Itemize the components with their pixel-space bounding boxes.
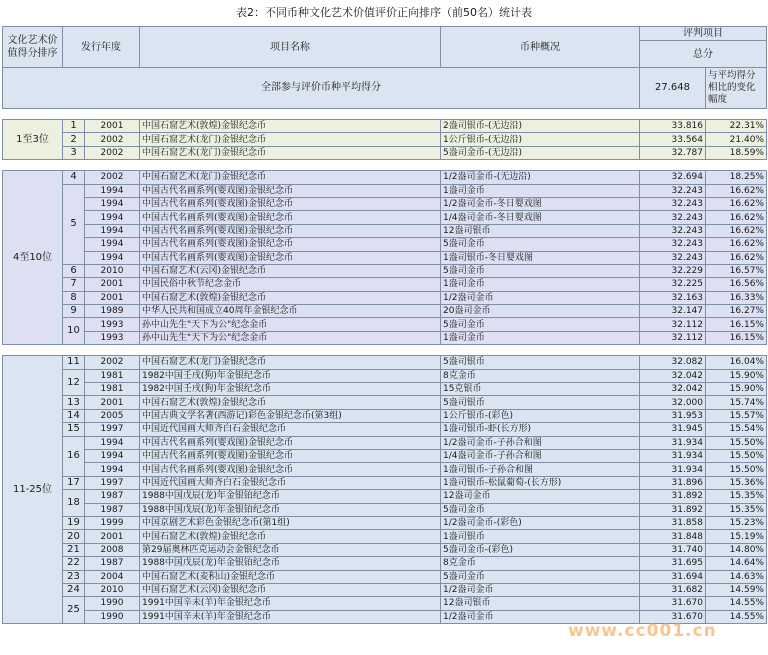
header-name: 项目名称: [140, 27, 441, 68]
score-cell: 32.112: [640, 331, 706, 344]
year-cell: 1994: [85, 449, 140, 462]
year-cell: 1994: [85, 463, 140, 476]
table-row: [3, 264, 767, 277]
rank-cell: 8: [63, 291, 85, 304]
name-cell: 中国石窟艺术(敦煌)金银纪念币: [140, 291, 441, 304]
name-cell: 中国民俗中秋节纪念金币: [140, 278, 441, 291]
table-row: [3, 557, 767, 570]
name-cell: 1988中国戊辰(龙)年金银铂纪念币: [140, 503, 441, 516]
pct-cell: 14.55%: [706, 597, 767, 610]
table-row: [3, 291, 767, 304]
table-row: [3, 543, 767, 556]
pct-cell: 14.63%: [706, 570, 767, 583]
year-cell: 1987: [85, 503, 140, 516]
coin-cell: 1盎司银币-虾(长方形): [441, 423, 640, 436]
table-title: 表2：不同币种文化艺术价值评价正向排序（前50名）统计表: [236, 6, 532, 19]
table-row: [3, 197, 767, 210]
pct-cell: 15.19%: [706, 530, 767, 543]
score-cell: 33.564: [640, 133, 706, 146]
name-cell: 中国京剧艺术彩色金银纪念币(第1组): [140, 516, 441, 529]
table-row: [3, 597, 767, 610]
pct-cell: 15.35%: [706, 503, 767, 516]
name-cell: 中国石窟艺术(敦煌)金银纪念币: [140, 396, 441, 409]
pct-cell: 14.59%: [706, 583, 767, 596]
rank-cell: 15: [63, 423, 85, 436]
score-cell: 31.892: [640, 490, 706, 503]
rank-cell: 1: [63, 120, 85, 133]
name-cell: 1991中国辛未(羊)年金银纪念币: [140, 597, 441, 610]
score-cell: 31.670: [640, 597, 706, 610]
table-row: [3, 331, 767, 344]
score-cell: 32.243: [640, 211, 706, 224]
score-cell: 31.682: [640, 583, 706, 596]
year-cell: 1997: [85, 423, 140, 436]
year-cell: 1993: [85, 318, 140, 331]
header-rank: 文化艺术价值得分排序: [3, 27, 63, 68]
name-cell: 中国古典文学名著(西游记)彩色金银纪念币(第3组): [140, 409, 441, 422]
year-cell: 2005: [85, 409, 140, 422]
year-cell: 1994: [85, 224, 140, 237]
coin-cell: 1/2盎司金币-子孙合和图: [441, 436, 640, 449]
name-cell: 中国石窟艺术(龙门)金银纪念币: [140, 171, 441, 184]
score-cell: 32.243: [640, 238, 706, 251]
pct-cell: 16.62%: [706, 197, 767, 210]
year-cell: 2010: [85, 264, 140, 277]
table-row: [3, 133, 767, 146]
header-year: 发行年度: [63, 27, 140, 68]
year-cell: 1993: [85, 331, 140, 344]
score-cell: 32.694: [640, 171, 706, 184]
score-cell: 31.695: [640, 557, 706, 570]
name-cell: 中国古代名画系列(婴戏图)金银纪念币: [140, 449, 441, 462]
coin-cell: 20盎司金币: [441, 305, 640, 318]
year-cell: 2008: [85, 543, 140, 556]
group-label: 1至3位: [3, 120, 63, 160]
watermark: www.cc001.cn: [568, 621, 717, 641]
coin-cell: 12盎司银币: [441, 224, 640, 237]
table-row: [3, 409, 767, 422]
coin-cell: 5盎司银币: [441, 396, 640, 409]
name-cell: 1982中国壬戌(狗)年金银纪念币: [140, 369, 441, 382]
name-cell: 孙中山先生"天下为公"纪念金币: [140, 331, 441, 344]
score-cell: 33.816: [640, 120, 706, 133]
coin-cell: 5盎司金币: [441, 570, 640, 583]
pct-cell: 18.25%: [706, 171, 767, 184]
coin-cell: 8克金币: [441, 557, 640, 570]
year-cell: 2001: [85, 530, 140, 543]
coin-cell: 5盎司金币-(彩色): [441, 543, 640, 556]
pct-cell: 15.23%: [706, 516, 767, 529]
table-row: [3, 251, 767, 264]
score-cell: 32.229: [640, 264, 706, 277]
pct-cell: 16.57%: [706, 264, 767, 277]
score-cell: 32.000: [640, 396, 706, 409]
score-cell: 32.147: [640, 305, 706, 318]
score-cell: 32.112: [640, 318, 706, 331]
pct-cell: 15.36%: [706, 476, 767, 489]
rank-cell: 13: [63, 396, 85, 409]
table-row: [3, 305, 767, 318]
rank-cell: 12: [63, 369, 85, 396]
coin-cell: 8克金币: [441, 369, 640, 382]
table-row: [3, 516, 767, 529]
name-cell: 中国石窟艺术(云冈)金银纪念币: [140, 583, 441, 596]
year-cell: 1990: [85, 610, 140, 623]
name-cell: 孙中山先生"天下为公"纪念金币: [140, 318, 441, 331]
year-cell: 2010: [85, 583, 140, 596]
coin-cell: 5盎司金币: [441, 238, 640, 251]
year-cell: 2004: [85, 570, 140, 583]
rank-cell: 4: [63, 171, 85, 184]
pct-cell: 16.62%: [706, 238, 767, 251]
table-row: [3, 463, 767, 476]
table-row: [3, 476, 767, 489]
name-cell: 1991中国辛未(羊)年金银纪念币: [140, 610, 441, 623]
table-row: [3, 238, 767, 251]
name-cell: 中国古代名画系列(婴戏图)金银纪念币: [140, 238, 441, 251]
rank-cell: 25: [63, 597, 85, 624]
year-cell: 1994: [85, 197, 140, 210]
name-cell: 中国近代国画大师齐白石金银纪念币: [140, 476, 441, 489]
table-row: [3, 396, 767, 409]
coin-cell: 1/2盎司金币: [441, 291, 640, 304]
rank-cell: 5: [63, 184, 85, 264]
coin-cell: 1盎司银币: [441, 530, 640, 543]
pct-cell: 22.31%: [706, 120, 767, 133]
year-cell: 2002: [85, 133, 140, 146]
score-cell: 31.670: [640, 610, 706, 623]
rank-cell: 18: [63, 490, 85, 517]
coin-cell: 15克银币: [441, 383, 640, 396]
group-label: 11-25位: [3, 356, 63, 624]
score-cell: 31.896: [640, 476, 706, 489]
coin-cell: 5盎司金币: [441, 318, 640, 331]
pct-cell: 15.35%: [706, 490, 767, 503]
score-cell: 31.934: [640, 436, 706, 449]
coin-cell: 1公斤银币-(无边沿): [441, 133, 640, 146]
header-total: 总分: [640, 41, 767, 68]
year-cell: 2002: [85, 146, 140, 159]
table-row: [3, 318, 767, 331]
coin-cell: 1盎司银币-子孙合和图: [441, 463, 640, 476]
pct-cell: 16.33%: [706, 291, 767, 304]
year-cell: 1981: [85, 383, 140, 396]
name-cell: 中国古代名画系列(婴戏图)金银纪念币: [140, 211, 441, 224]
header-eval: 评判项目: [640, 27, 767, 41]
table-row: [3, 224, 767, 237]
pct-cell: 16.62%: [706, 184, 767, 197]
pct-cell: 16.62%: [706, 224, 767, 237]
coin-cell: 5盎司银币: [441, 356, 640, 369]
name-cell: 中国近代国画大师齐白石金银纪念币: [140, 423, 441, 436]
pct-cell: 15.50%: [706, 463, 767, 476]
pct-cell: 16.04%: [706, 356, 767, 369]
rank-cell: 24: [63, 583, 85, 596]
score-cell: 32.787: [640, 146, 706, 159]
score-cell: 31.934: [640, 449, 706, 462]
year-cell: 2001: [85, 396, 140, 409]
table-row: [3, 369, 767, 382]
average-row: [3, 68, 767, 109]
year-cell: 1987: [85, 490, 140, 503]
group-spacer: [3, 109, 767, 120]
rank-cell: 9: [63, 305, 85, 318]
name-cell: 中国石窟艺术(龙门)金银纪念币: [140, 146, 441, 159]
coin-cell: 12盎司金币: [441, 490, 640, 503]
rank-cell: 20: [63, 530, 85, 543]
average-label: 全部参与评价币种平均得分: [3, 68, 640, 109]
table-row: [3, 503, 767, 516]
pct-cell: 16.15%: [706, 331, 767, 344]
year-cell: 1990: [85, 597, 140, 610]
name-cell: 中华人民共和国成立40周年金银纪念币: [140, 305, 441, 318]
coin-cell: 1盎司金币: [441, 278, 640, 291]
score-cell: 32.243: [640, 184, 706, 197]
name-cell: 1982中国壬戌(狗)年金银纪念币: [140, 383, 441, 396]
year-cell: 1994: [85, 211, 140, 224]
year-cell: 2001: [85, 278, 140, 291]
coin-cell: 1盎司金币: [441, 184, 640, 197]
year-cell: 2001: [85, 120, 140, 133]
coin-cell: 1公斤银币-(彩色): [441, 409, 640, 422]
score-cell: 31.892: [640, 503, 706, 516]
coin-cell: 5盎司金币: [441, 503, 640, 516]
rank-cell: 19: [63, 516, 85, 529]
name-cell: 中国古代名画系列(婴戏图)金银纪念币: [140, 224, 441, 237]
name-cell: 中国古代名画系列(婴戏图)金银纪念币: [140, 436, 441, 449]
name-cell: 中国石窟艺术(麦积山)金银纪念币: [140, 570, 441, 583]
score-cell: 31.694: [640, 570, 706, 583]
score-cell: 31.945: [640, 423, 706, 436]
coin-cell: 1/2盎司金币: [441, 610, 640, 623]
rank-cell: 14: [63, 409, 85, 422]
table-row: [3, 278, 767, 291]
coin-cell: 1/2盎司金币-(无边沿): [441, 171, 640, 184]
table-row: [3, 120, 767, 133]
pct-cell: 15.74%: [706, 396, 767, 409]
table-row: [3, 356, 767, 369]
coin-cell: 1/4盎司金币-子孙合和图: [441, 449, 640, 462]
name-cell: 中国古代名画系列(婴戏图)金银纪念币: [140, 197, 441, 210]
name-cell: 中国石窟艺术(云冈)金银纪念币: [140, 264, 441, 277]
pct-cell: 16.15%: [706, 318, 767, 331]
name-cell: 中国石窟艺术(敦煌)金银纪念币: [140, 120, 441, 133]
pct-cell: 15.90%: [706, 369, 767, 382]
coin-cell: 5盎司金币: [441, 264, 640, 277]
name-cell: 第29届奥林匹克运动会金银纪念币: [140, 543, 441, 556]
rank-cell: 10: [63, 318, 85, 345]
table-row: [3, 449, 767, 462]
year-cell: 1981: [85, 369, 140, 382]
table-row: [3, 530, 767, 543]
coin-cell: 1盎司银币-冬日婴戏图: [441, 251, 640, 264]
year-cell: 1994: [85, 184, 140, 197]
coin-cell: 12盎司银币: [441, 597, 640, 610]
pct-cell: 14.80%: [706, 543, 767, 556]
rank-cell: 6: [63, 264, 85, 277]
year-cell: 1999: [85, 516, 140, 529]
rank-cell: 7: [63, 278, 85, 291]
rank-cell: 21: [63, 543, 85, 556]
score-cell: 32.225: [640, 278, 706, 291]
coin-cell: 1/2盎司金币-(彩色): [441, 516, 640, 529]
average-score: 27.648: [640, 68, 706, 109]
header-row: [3, 27, 767, 41]
score-cell: 31.934: [640, 463, 706, 476]
group-spacer: [3, 345, 767, 356]
group-spacer: [3, 160, 767, 171]
pct-cell: 14.64%: [706, 557, 767, 570]
year-cell: 2002: [85, 356, 140, 369]
coin-cell: 1/2盎司金币: [441, 583, 640, 596]
table-row: [3, 383, 767, 396]
year-cell: 2002: [85, 171, 140, 184]
score-cell: 32.243: [640, 197, 706, 210]
name-cell: 中国石窟艺术(龙门)金银纪念币: [140, 356, 441, 369]
rank-cell: 23: [63, 570, 85, 583]
rank-cell: 17: [63, 476, 85, 489]
coin-cell: 2盎司银币-(无边沿): [441, 120, 640, 133]
name-cell: 1988中国戊辰(龙)年金银铂纪念币: [140, 557, 441, 570]
score-cell: 31.848: [640, 530, 706, 543]
name-cell: 1988中国戊辰(龙)年金银铂纪念币: [140, 490, 441, 503]
year-cell: 2001: [85, 291, 140, 304]
pct-cell: 16.62%: [706, 211, 767, 224]
score-cell: 32.243: [640, 224, 706, 237]
table-row: [3, 570, 767, 583]
delta-header: 与平均得分相比的变化幅度: [706, 68, 767, 109]
table-row: [3, 171, 767, 184]
score-cell: 32.042: [640, 383, 706, 396]
year-cell: 1997: [85, 476, 140, 489]
coin-cell: 1/4盎司金币-冬日婴戏图: [441, 211, 640, 224]
year-cell: 1994: [85, 238, 140, 251]
coin-cell: 1盎司银币-松鼠葡萄-(长方形): [441, 476, 640, 489]
score-cell: 32.243: [640, 251, 706, 264]
name-cell: 中国古代名画系列(婴戏图)金银纪念币: [140, 463, 441, 476]
rank-cell: 2: [63, 133, 85, 146]
table-row: [3, 583, 767, 596]
year-cell: 1994: [85, 436, 140, 449]
score-cell: 32.163: [640, 291, 706, 304]
pct-cell: 16.56%: [706, 278, 767, 291]
coin-cell: 1盎司金币: [441, 331, 640, 344]
coin-cell: 5盎司金币-(无边沿): [441, 146, 640, 159]
table-row: [3, 211, 767, 224]
coin-cell: 1/2盎司金币-冬日婴戏图: [441, 197, 640, 210]
table-row: [3, 146, 767, 159]
name-cell: 中国石窟艺术(敦煌)金银纪念币: [140, 530, 441, 543]
score-cell: 31.740: [640, 543, 706, 556]
score-cell: 31.953: [640, 409, 706, 422]
pct-cell: 15.54%: [706, 423, 767, 436]
score-cell: 32.042: [640, 369, 706, 382]
year-cell: 1994: [85, 251, 140, 264]
group-label: 4至10位: [3, 171, 63, 345]
table-row: [3, 436, 767, 449]
table-row: [3, 184, 767, 197]
pct-cell: 15.50%: [706, 436, 767, 449]
table-row: [3, 423, 767, 436]
pct-cell: 16.62%: [706, 251, 767, 264]
name-cell: 中国古代名画系列(婴戏图)金银纪念币: [140, 251, 441, 264]
pct-cell: 14.55%: [706, 610, 767, 623]
header-coin: 币种概况: [441, 27, 640, 68]
year-cell: 1987: [85, 557, 140, 570]
name-cell: 中国石窟艺术(龙门)金银纪念币: [140, 133, 441, 146]
rank-cell: 11: [63, 356, 85, 369]
name-cell: 中国古代名画系列(婴戏图)金银纪念币: [140, 184, 441, 197]
table-row: [3, 490, 767, 503]
pct-cell: 15.90%: [706, 383, 767, 396]
pct-cell: 16.27%: [706, 305, 767, 318]
pct-cell: 18.59%: [706, 146, 767, 159]
ranking-table: [2, 26, 767, 624]
pct-cell: 15.57%: [706, 409, 767, 422]
year-cell: 1989: [85, 305, 140, 318]
rank-cell: 3: [63, 146, 85, 159]
rank-cell: 22: [63, 557, 85, 570]
pct-cell: 15.50%: [706, 449, 767, 462]
score-cell: 31.858: [640, 516, 706, 529]
pct-cell: 21.40%: [706, 133, 767, 146]
rank-cell: 16: [63, 436, 85, 476]
score-cell: 32.082: [640, 356, 706, 369]
